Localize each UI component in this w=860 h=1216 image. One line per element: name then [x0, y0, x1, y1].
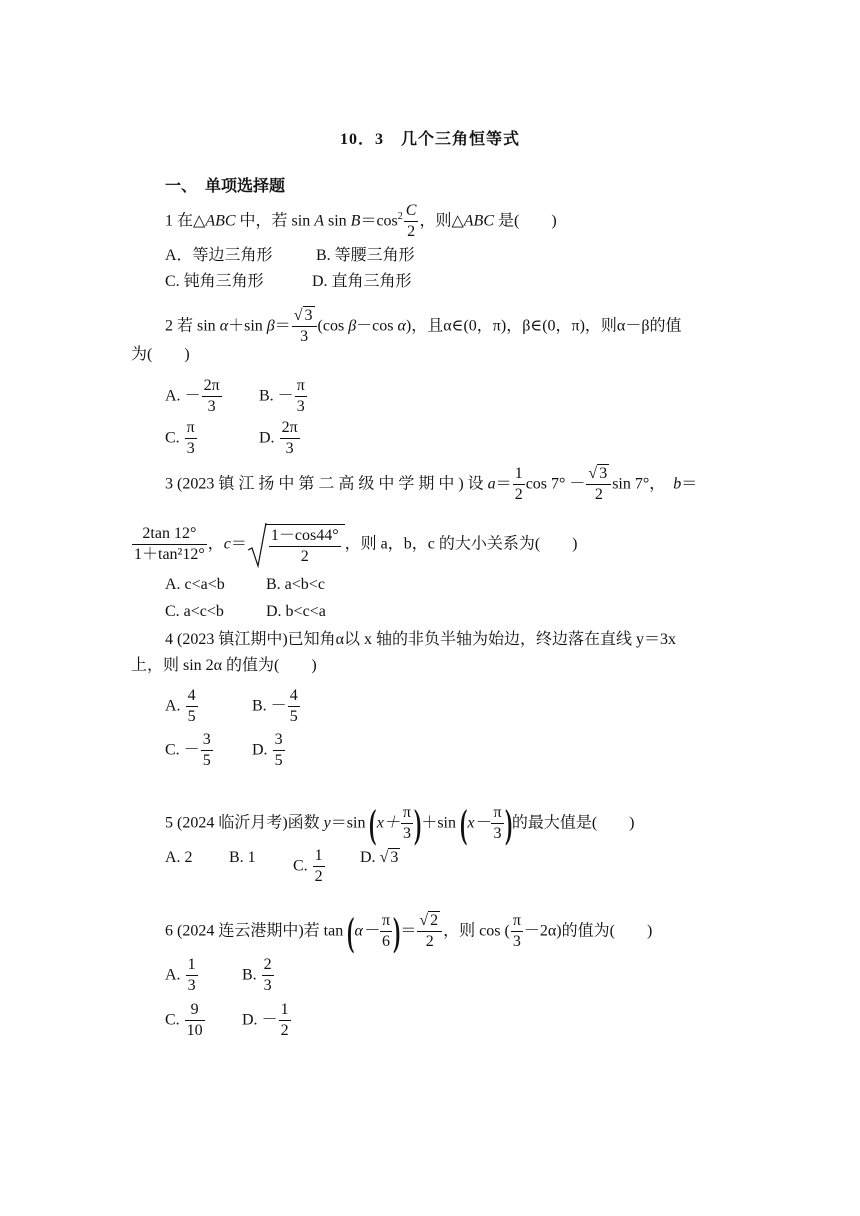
question-2-continued: 为( ) — [131, 346, 190, 363]
q5-option-b: B. 1 — [229, 849, 256, 866]
question-6: 6 (2024 连云港期中)若 tan (α－ $\frac{\pi}{6}$ )＝ $\frac{√ 2}{2}$ ，则 cos ( $\frac{\pi}{3}$ －2α)的值为( ) — [165, 909, 653, 954]
q4-option-c: C. － $\frac{3}{5}$ — [165, 731, 211, 769]
q3-option-b: B. a<b<c — [266, 576, 325, 593]
page-title: 10．3 几个三角恒等式 — [339, 131, 520, 148]
question-5: 5 (2024 临沂月考)函数 y＝sin (x＋ $\frac{\pi}{3}$ )＋sin (x－ $\frac{\pi}{3}$ )的最大值是( ) — [165, 801, 635, 846]
q1-option-b: B. 等腰三角形 — [316, 247, 415, 264]
q1-option-a: A．等边三角形 — [165, 247, 273, 264]
q5-option-c: C. $\frac{1}{2}$ — [293, 847, 323, 885]
fraction: $\frac{√ 3}{3}$ — [292, 308, 317, 346]
section-heading: 一、 单项选择题 — [165, 178, 286, 195]
q2-option-a: A. － $\frac{2\pi}{3}$ — [165, 377, 220, 415]
square-root: $\frac{1-\cos 44^\circ}{2}$ — [247, 524, 345, 566]
q3-option-a: A. c<a<b — [165, 576, 225, 593]
question-4-continued: 上，则 sin 2α 的值为( ) — [131, 657, 317, 674]
fraction: $\frac{C}{2}$ — [405, 202, 417, 240]
q2-option-d: D. $\frac{2\pi}{3}$ — [259, 419, 298, 457]
q2-option-c: C. $\frac{\pi}{3}$ — [165, 419, 195, 457]
q6-option-c: C. $\frac{9}{10}$ — [165, 1001, 203, 1039]
q5-option-a: A. 2 — [165, 849, 193, 866]
q1-option-c: C. 钝角三角形 — [165, 273, 264, 290]
q5-option-d: D. √ 3 — [360, 849, 399, 866]
q3-option-d: D. b<c<a — [266, 603, 326, 620]
question-3-continued: $\frac{2\tan 12^\circ}{\text{1＋tan²12°}}$ ，c＝ $\frac{1-\cos 44^\circ}{2}$ ，则 a，b，c 的大小关系为( ) — [134, 525, 578, 565]
q2-option-b: B. － $\frac{\pi}{3}$ — [259, 377, 305, 415]
question-3: 3 (2023 镇 江 扬 中 第 二 高 级 中 学 期 中 ) 设 a＝ $\frac{1}{2}$ cos 7° － $\frac{√ 3}{2}$ sin 7°， b＝ — [165, 465, 698, 503]
q4-option-b: B. － $\frac{4}{5}$ — [252, 687, 298, 725]
q6-option-b: B. $\frac{2}{3}$ — [242, 956, 272, 994]
q1-option-d: D. 直角三角形 — [312, 273, 412, 290]
q6-option-d: D. － $\frac{1}{2}$ — [242, 1001, 289, 1039]
question-4: 4 (2023 镇江期中)已知角α以 x 轴的非负半轴为始边，终边落在直线 y＝3x — [165, 631, 677, 648]
q6-option-a: A. $\frac{1}{3}$ — [165, 956, 196, 994]
question-2: 2 若 sin α＋sin β＝ $\frac{√ 3}{3}$ (cos β－cos α)，且α∈(0，π)，β∈(0，π)，则α－β的值 — [165, 307, 682, 345]
q4-option-a: A. $\frac{4}{5}$ — [165, 687, 196, 725]
q4-option-d: D. $\frac{3}{5}$ — [252, 731, 283, 769]
question-1: 1 在△ABC 中，若 sin A $\sin B=\cos^2$ $\frac{C}{2}$ ，则△ABC 是( ) — [165, 202, 557, 240]
q3-option-c: C. a<c<b — [165, 603, 224, 620]
